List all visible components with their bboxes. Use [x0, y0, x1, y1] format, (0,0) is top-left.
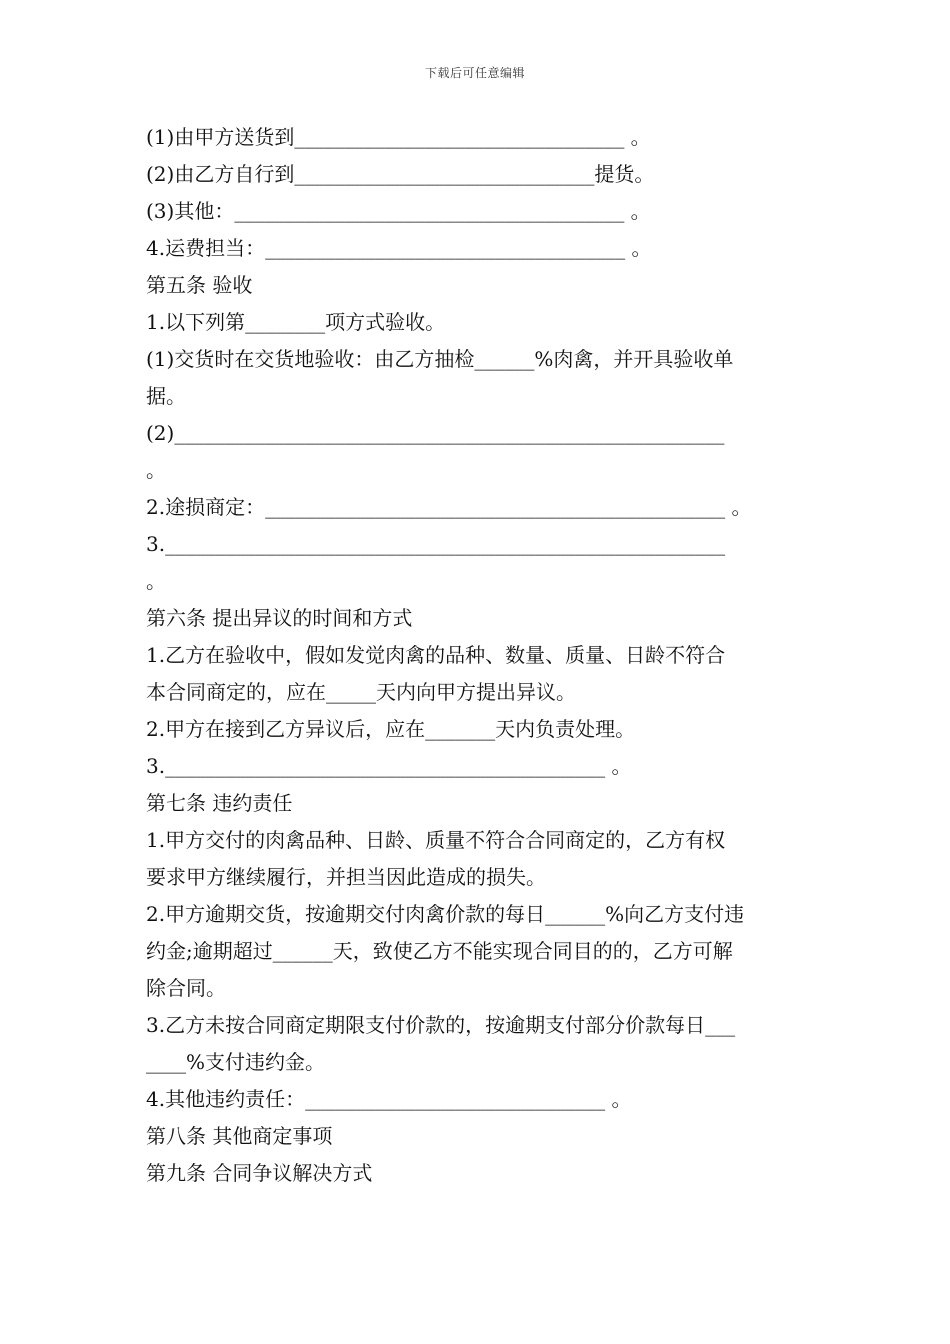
text-line: 。 — [146, 458, 166, 482]
contract-body — [146, 119, 811, 1192]
page-header: 下载后可任意编辑 — [424, 66, 525, 80]
text-line: 2.途损商定：______________________________________________ 。 — [146, 495, 752, 519]
text-line: 1.甲方交付的肉禽品种、日龄、质量不符合合同商定的，乙方有权 — [146, 828, 726, 852]
text-line: 3.乙方未按合同商定期限支付价款的，按逾期支付部分价款每日___ — [146, 1013, 736, 1037]
text-line: (1)由甲方送货到_________________________________ 。 — [146, 125, 651, 149]
text-line: 3.________________________________________________________ — [146, 532, 726, 556]
text-line: (3)其他：_______________________________________ 。 — [146, 199, 651, 223]
text-line: (2)由乙方自行到______________________________提货。 — [146, 162, 655, 186]
text-line: 约金;逾期超过______天，致使乙方不能实现合同目的的，乙方可解 — [146, 939, 733, 963]
text-line: 除合同。 — [146, 976, 226, 1000]
text-line: (2)_______________________________________________________ — [146, 421, 725, 445]
section-heading: 第九条 合同争议解决方式 — [146, 1161, 373, 1185]
section-heading: 第五条 验收 — [146, 273, 253, 297]
text-line: 。 — [146, 569, 166, 593]
text-line: 本合同商定的，应在_____天内向甲方提出异议。 — [146, 680, 576, 704]
text-line: 3.____________________________________________ 。 — [146, 754, 632, 778]
text-line: 要求甲方继续履行，并担当因此造成的损失。 — [146, 865, 546, 889]
text-line: 2.甲方在接到乙方异议后，应在_______天内负责处理。 — [146, 717, 636, 741]
text-line: (1)交货时在交货地验收：由乙方抽检______%肉禽，并开具验收单 — [146, 347, 734, 371]
text-line: 4.运费担当：____________________________________ 。 — [146, 236, 652, 260]
section-heading: 第六条 提出异议的时间和方式 — [146, 606, 413, 630]
text-line: ____%支付违约金。 — [146, 1050, 326, 1074]
text-line: 4.其他违约责任：______________________________ 。 — [146, 1087, 632, 1111]
section-heading: 第八条 其他商定事项 — [146, 1124, 333, 1148]
text-line: 据。 — [146, 384, 186, 408]
text-line: 2.甲方逾期交货，按逾期交付肉禽价款的每日______%向乙方支付违 — [146, 902, 745, 926]
section-heading: 第七条 违约责任 — [146, 791, 293, 815]
text-line: 1.以下列第________项方式验收。 — [146, 310, 446, 334]
text-line: 1.乙方在验收中，假如发觉肉禽的品种、数量、质量、日龄不符合 — [146, 643, 726, 667]
